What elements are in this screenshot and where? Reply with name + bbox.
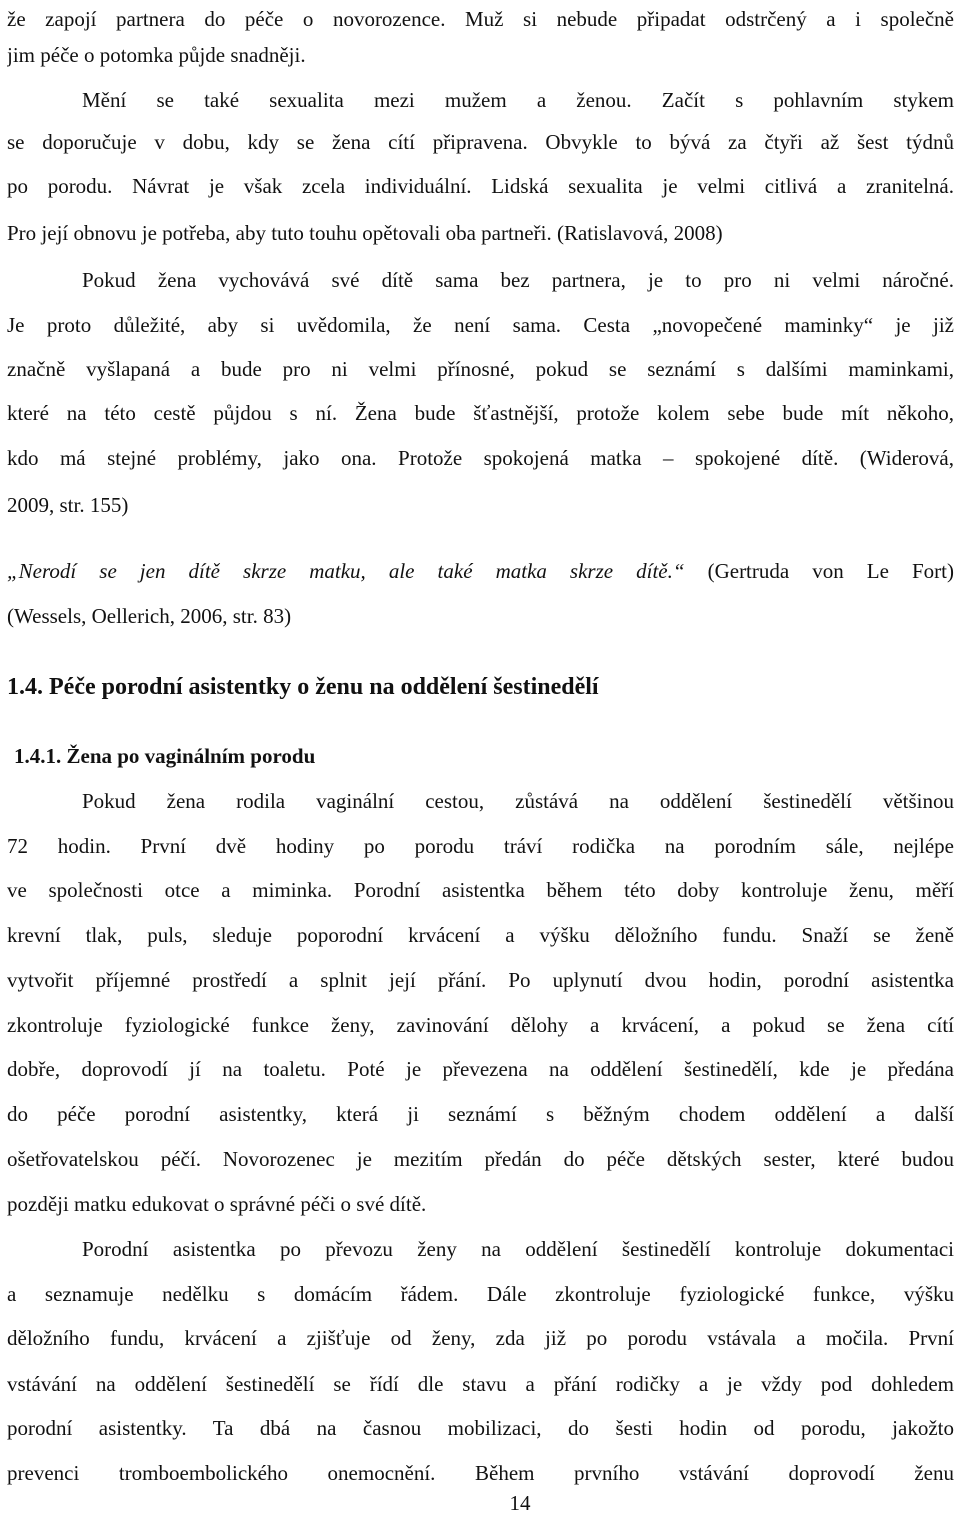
- paragraph-line: zkontroluje fyziologické funkce ženy, zavinování dělohy a krvácení, a pokud se žena cítí: [7, 1013, 954, 1037]
- paragraph-line: kdo má stejné problémy, jako ona. Protože spokojená matka – spokojené dítě. (Widerová,: [7, 446, 954, 470]
- paragraph-line: 2009, str. 155): [7, 493, 129, 517]
- paragraph-line: Je proto důležité, aby si uvědomila, že není sama. Cesta „novopečené maminky“ je již: [7, 313, 954, 337]
- paragraph-line: ošetřovatelskou péčí. Novorozenec je mezitím předán do péče dětských sester, které budou: [7, 1147, 954, 1171]
- paragraph-line: Pro její obnovu je potřeba, aby tuto touhu opětovali oba partneři. (Ratislavová, 2008): [7, 221, 723, 245]
- paragraph-line: 72 hodin. První dvě hodiny po porodu tráví rodička na porodním sále, nejlépe: [7, 834, 954, 858]
- page-number: 14: [509, 1491, 531, 1515]
- paragraph-line: ve společnosti otce a miminka. Porodní asistentka během této doby kontroluje ženu, měří: [7, 878, 954, 902]
- paragraph-line: jim péče o potomka půjde snadněji.: [7, 43, 306, 67]
- paragraph-line: Pokud žena vychovává své dítě sama bez partnera, je to pro ni velmi náročné.: [82, 268, 954, 292]
- quote-line: [7, 556, 954, 586]
- paragraph-line: vytvořit příjemné prostředí a splnit její přání. Po uplynutí dvou hodin, porodní asistentka: [7, 968, 954, 992]
- paragraph-line: dobře, doprovodí jí na toaletu. Poté je převezena na oddělení šestinedělí, kde je předána: [7, 1057, 954, 1081]
- paragraph-line: a seznamuje nedělku s domácím řádem. Dále zkontroluje fyziologické funkce, výšku: [7, 1282, 954, 1306]
- paragraph-line: do péče porodní asistentky, která ji seznámí s běžným chodem oddělení a další: [7, 1102, 954, 1126]
- paragraph-line: se doporučuje v dobu, kdy se žena cítí připravena. Obvykle to bývá za čtyři až šest týdnů: [7, 130, 954, 154]
- quote-text: „Nerodí se jen dítě skrze matku, ale také matka skrze dítě.“: [7, 559, 685, 583]
- section-heading: 1.4. Péče porodní asistentky o ženu na oddělení šestinedělí: [7, 674, 599, 700]
- subsection-heading: 1.4.1. Žena po vaginálním porodu: [14, 744, 316, 768]
- paragraph-line: děložního fundu, krvácení a zjišťuje od ženy, zda již po porodu vstávala a močila. První: [7, 1326, 954, 1350]
- quote-author: (Gertruda von Le Fort): [684, 559, 954, 583]
- paragraph-line: krevní tlak, puls, sleduje poporodní krvácení a výšku děložního fundu. Snaží se ženě: [7, 923, 954, 947]
- paragraph-line: které na této cestě půjdou s ní. Žena bude šťastnější, protože kolem sebe bude mít někoho,: [7, 401, 954, 425]
- quote-source: (Wessels, Oellerich, 2006, str. 83): [7, 604, 292, 628]
- paragraph-line: prevenci tromboembolického onemocnění. Během prvního vstávání doprovodí ženu: [7, 1461, 954, 1485]
- paragraph-line: Porodní asistentka po převozu ženy na oddělení šestinedělí kontroluje dokumentaci: [82, 1237, 954, 1261]
- paragraph-line: porodní asistentky. Ta dbá na časnou mobilizaci, do šesti hodin od porodu, jakožto: [7, 1416, 954, 1440]
- paragraph-line: že zapojí partnera do péče o novorozence. Muž si nebude připadat odstrčený a i společně: [7, 7, 954, 31]
- paragraph-line: Mění se také sexualita mezi mužem a ženou. Začít s pohlavním stykem: [82, 88, 954, 112]
- paragraph-line: značně vyšlapaná a bude pro ni velmi přínosné, pokud se seznámí s dalšími maminkami,: [7, 357, 954, 381]
- paragraph-line: vstávání na oddělení šestinedělí se řídí dle stavu a přání rodičky a je vždy pod dohledem: [7, 1372, 954, 1396]
- paragraph-line: později matku edukovat o správné péči o své dítě.: [7, 1192, 427, 1216]
- paragraph-line: Pokud žena rodila vaginální cestou, zůstává na oddělení šestinedělí většinou: [82, 789, 954, 813]
- paragraph-line: po porodu. Návrat je však zcela individuální. Lidská sexualita je velmi citlivá a zranitelná.: [7, 174, 954, 198]
